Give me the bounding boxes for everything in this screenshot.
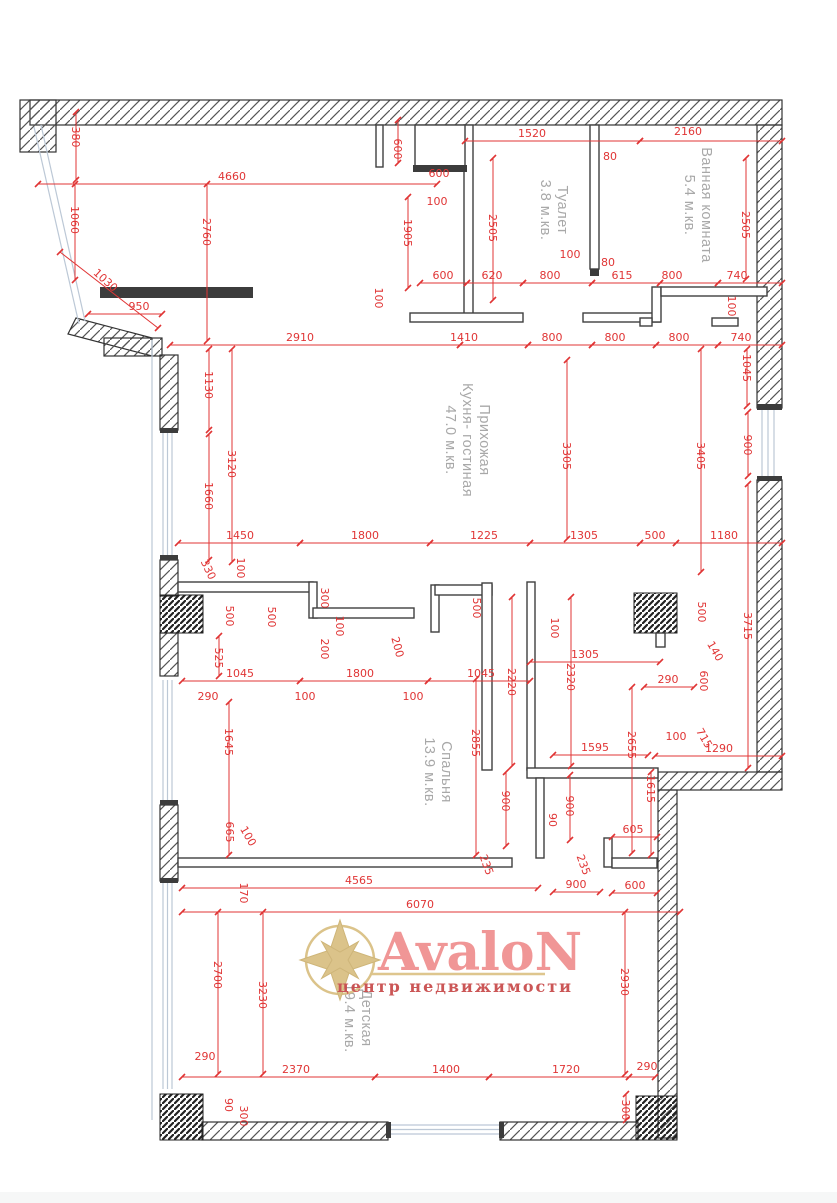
dimension-label: 3230 [256,981,269,1009]
dimension-label: 2160 [674,125,702,138]
dimension-label: 600 [624,879,646,892]
dimension-label: 80 [603,150,617,163]
dimension-label: 330 [197,557,219,582]
watermark-tagline: центр недвижимости [336,977,574,996]
dimension-label: 1800 [351,529,379,542]
dimension-label: 500 [695,601,708,623]
dimension-label: 1520 [518,127,546,140]
dimension-label: 3120 [225,450,238,478]
dimension-label: 1225 [470,529,498,542]
dimension-label: 900 [741,434,754,456]
dimension-label: 800 [668,331,690,344]
dimension-label: 1060 [68,206,81,234]
dimension-label: 100 [426,195,448,208]
room-label-kitchen-living: ПрихожаяКухня- гостиная47.0 м.кв. [442,382,492,498]
dimension-label: 380 [69,126,82,148]
dimension-label: 3715 [741,612,754,640]
dimension-label: 290 [636,1060,658,1073]
dimension-label: 80 [601,256,615,269]
room-label-bedroom: Спальня13.9 м.кв. [421,737,454,807]
scan-edge [0,1192,837,1203]
dimension-label: 950 [128,300,150,313]
dimension-label: 1305 [570,529,598,542]
dimension-label: 2700 [211,961,224,989]
dimension-label: 1595 [581,741,609,754]
dimension-label: 800 [541,331,563,344]
dimension-label: 500 [265,606,278,628]
room-label-kids-room: Детская19.4 м.кв. [341,983,374,1053]
dimension-label: 2760 [200,218,213,246]
dimension-label: 2505 [739,211,752,239]
dimension-label: 1290 [705,742,733,755]
dimension-label: 300 [318,587,331,609]
dimension-label: 600 [697,670,710,692]
dimension-label: 3405 [694,442,707,470]
dimension-label: 290 [194,1050,216,1063]
dimension-label: 2370 [282,1063,310,1076]
dimension-label: 1615 [644,775,657,803]
dimension-label: 740 [726,269,748,282]
dimension-label: 6070 [406,898,434,911]
watermark-brand: AvaloN [378,922,583,983]
dimension-label: 100 [548,617,561,639]
dimension-label: 1450 [226,529,254,542]
dimension-label: 90 [222,1098,235,1112]
dimension-label: 2655 [625,731,638,759]
dimension-label: 2220 [505,668,518,696]
dimension-label: 800 [604,331,626,344]
dimension-label: 900 [563,795,576,817]
dimension-label: 100 [725,295,738,317]
watermark [300,920,582,1000]
room-label-bathroom: Ванная комната5.4 м.кв. [681,147,714,263]
dimension-label: 620 [481,269,503,282]
dimension-label: 4660 [218,170,246,183]
dimension-label: 1410 [450,331,478,344]
dimension-label: 100 [402,690,424,703]
dimension-label: 600 [391,138,404,160]
dimension-label: 1045 [226,667,254,680]
dimension-label: 2855 [469,729,482,757]
dimension-label: 100 [294,690,316,703]
dimension-label: 100 [333,615,346,637]
dimension-label: 100 [237,823,259,849]
dimension-label: 665 [223,821,236,843]
dimension-label: 1305 [571,648,599,661]
dimension-label: 2910 [286,331,314,344]
dimension-label: 605 [622,823,644,836]
dimension-label: 100 [665,730,687,743]
dimension-label: 1045 [467,667,495,680]
dimension-label: 200 [318,638,331,660]
dimension-label: 90 [546,813,559,827]
dimension-label: 525 [212,647,225,669]
dimension-label: 1030 [90,266,121,295]
dimension-label: 600 [432,269,454,282]
dimension-label: 1660 [202,482,215,510]
dimension-label: 740 [730,331,752,344]
dimension-label: 500 [223,605,236,627]
dimension-label: 500 [644,529,666,542]
dimension-label: 900 [565,878,587,891]
dimension-label: 1645 [222,728,235,756]
dimension-label: 1130 [202,371,215,399]
dimension-label: 800 [661,269,683,282]
dimension-label: 290 [197,690,219,703]
dimension-label: 2320 [564,663,577,691]
room-label-toilet: Туалет3.8 м.кв. [537,179,570,241]
dimension-label: 300 [237,1105,250,1127]
dimension-label: 1800 [346,667,374,680]
dimension-label: 4565 [345,874,373,887]
dimension-label: 1045 [740,354,753,382]
dimension-label: 3305 [560,442,573,470]
dimension-label: 1180 [710,529,738,542]
dimension-label: 200 [388,635,407,659]
dimension-label: 1720 [552,1063,580,1076]
dimension-label: 235 [573,852,593,877]
dimension-label: 2930 [618,968,631,996]
dimension-label: 600 [428,167,450,180]
dimension-label: 100 [372,287,385,309]
dimension-label: 300 [619,1099,632,1121]
dimension-label: 1400 [432,1063,460,1076]
dimension-label: 140 [704,638,726,664]
dimension-label: 100 [559,248,581,261]
dimension-label: 100 [234,557,247,579]
dimension-label: 500 [470,597,483,619]
dimension-label: 235 [476,852,496,877]
dimension-label: 900 [499,790,512,812]
dimension-label: 800 [539,269,561,282]
dimension-label: 715 [693,725,715,751]
dimension-label: 1905 [401,219,414,247]
dimension-label: 2505 [486,214,499,242]
dimension-label: 290 [657,673,679,686]
dimension-label: 170 [237,882,250,904]
dimension-label: 615 [611,269,633,282]
